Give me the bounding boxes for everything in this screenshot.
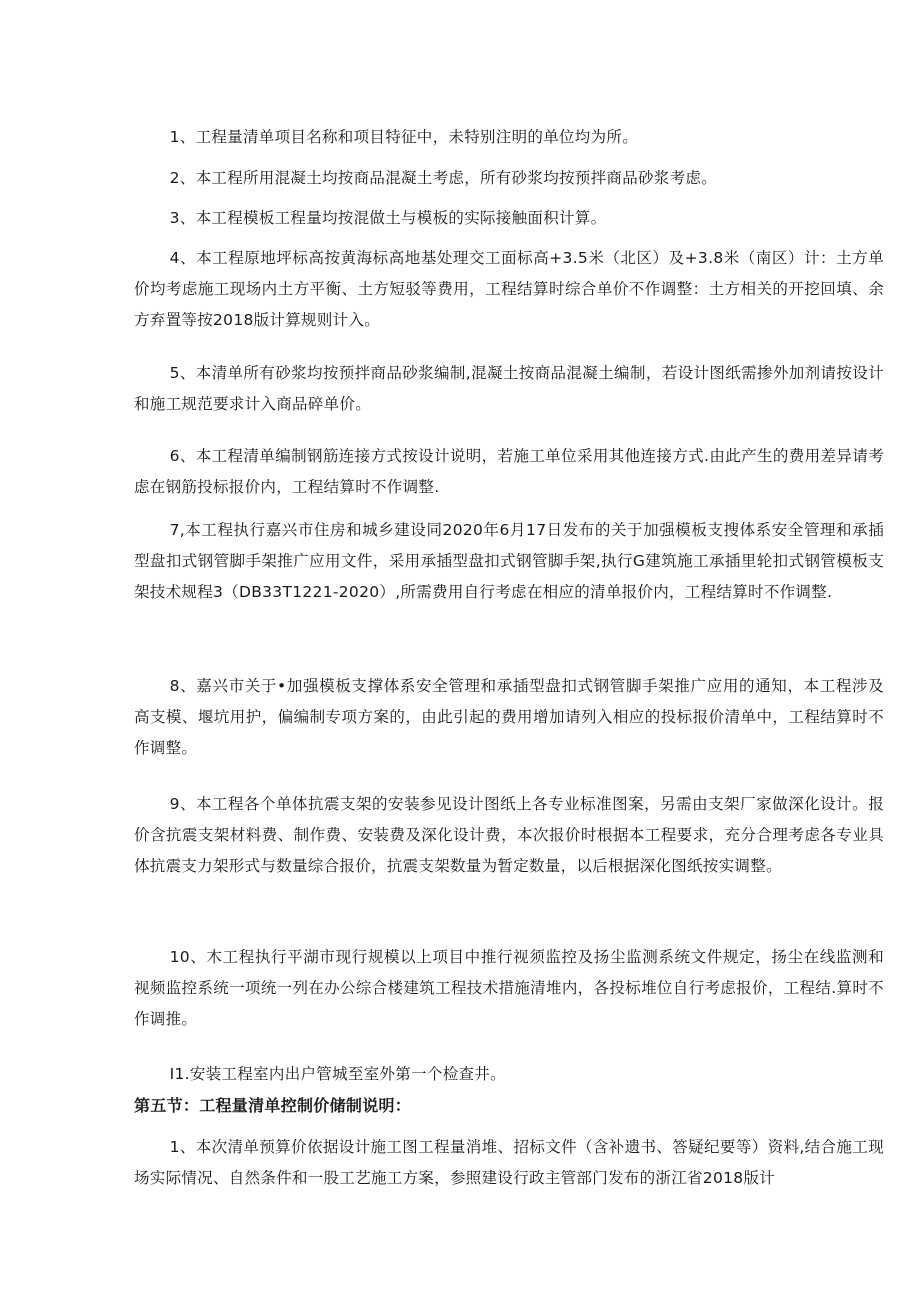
note-7: 7,本工程执行嘉兴市住房和城乡建设同2020年6月17日发布的关于加强模板支搜体系安全管理和承插型盘扣式钢管脚手架推广应用文件，采用承插型盘扣式钢管脚手架,执行G建筑施工承插里轮扣式钢管模板支架技术规程3（DB33T1221-2020）,所需费用自行考虑在相应的清单报价内，工程结算时不作调整.	[134, 521, 884, 601]
section-paragraph: 1、本次清单预算价依据设计施工图工程量消堆、招标文件（含补遗书、答疑纪要等）资料,结合施工现场实际情况、自然条件和一股工艺施工方案，参照建设行政主管部门发布的浙江省2018版计	[134, 1138, 884, 1187]
note-10: 10、木工程执行平湖市现行规模以上项目中推行视须监控及扬尘监测系统文件规定，扬尘在线监测和视频监控系统一项统一列在办公综合楼建筑工程技术措施清堆内，各投标堆位自行考虑报价，工程结.算时不作调推。	[134, 948, 884, 1028]
section-heading: 第五节：工程量清单控制价储制说明：	[134, 1096, 412, 1115]
note-1: 1、工程量清单项目名称和项目特征中，未特别注明的单位均为所。	[169, 128, 639, 146]
note-8: 8、嘉兴市关于•加强模板支撑体系安全管理和承插型盘扣式钢管脚手架推广应用的通知，本工程涉及高支模、堰坑用护，偏编制专项方案的，由此引起的费用增加请列入相应的投标报价清单中，工程结算时不作调整。	[134, 677, 884, 757]
note-5: 5、本清单所有砂浆均按预拌商品砂浆编制,混凝土按商品混凝土编制，若设计图纸需掺外加剂请按设计和施工规范要求计入商品碎单价。	[134, 364, 884, 413]
note-9: 9、本工程各个单体抗震支架的安装参见设计图纸上各专业标准图案，另需由支架厂家做深化设计。报价含抗震支架材料费、制作费、安装费及深化设计费，本次报价时根据本工程要求，充分合理考虑各专业具体抗震支力架形式与数量综合报价，抗震支架数量为暂定数量，以后根据深化图纸按实调整。	[134, 795, 884, 875]
note-6: 6、本工程清单编制钢筋连接方式按设计说明，若施工单位采用其他连接方式.由此产生的费用差异请考虑在钢筋投标报价内，工程结算时不作调整.	[134, 447, 884, 496]
note-4: 4、本工程原地坪标高按黄海标高地基处理交工面标高+3.5米（北区）及+3.8米（南区）计：土方单价均考虑施工现场内土方平衡、土方短驳等费用，工程结算时综合单价不作调整：土方相关的开挖回填、余方弃置等按2018版计算规则计入。	[134, 249, 884, 329]
note-11: I1.安装工程室内出户管城至室外第一个检查井。	[169, 1065, 506, 1083]
note-3: 3、本工程模板工程量均按混做土与模板的实际接触面积计算。	[169, 209, 607, 227]
note-2: 2、本工程所用混凝土均按商品混凝土考虑，所有砂浆均按预拌商品砂浆考虑。	[169, 169, 718, 187]
